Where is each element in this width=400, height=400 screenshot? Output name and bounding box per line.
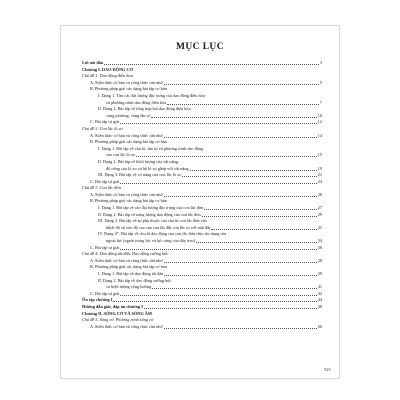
dot-leader bbox=[164, 137, 317, 138]
toc-entry bbox=[82, 192, 322, 199]
toc-entry-text: III. Dạng 3. Bài tập về cơ năng của con lắc lò xo bbox=[98, 172, 182, 178]
toc-entry-text: II. Dạng 2. Bài tập về khối lượng của vật nặng, bbox=[98, 158, 179, 164]
toc-entry bbox=[82, 106, 322, 113]
toc-entry-page: 44 bbox=[317, 297, 322, 303]
page-number: 521 bbox=[324, 367, 331, 372]
dot-leader bbox=[120, 249, 316, 250]
toc-entry-text: IV. Dạng 4*. Bài tập về chu kì dao động của con lắc đơn chịu tác dụng của bbox=[98, 231, 227, 237]
toc-entry-text: I. Dạng 1. Bài tập về dao động tắt dần bbox=[98, 271, 164, 276]
toc-entry-text: Ôn tập chương I bbox=[82, 297, 113, 303]
dot-leader bbox=[164, 196, 317, 197]
toc-entry-text: II. Dạng 2. Bài tập về tổng hợp hai dao động điều hòa bbox=[98, 106, 191, 112]
toc-entry bbox=[82, 133, 322, 140]
toc-entry bbox=[82, 297, 322, 304]
dot-leader bbox=[167, 104, 319, 105]
toc-entry bbox=[82, 304, 322, 311]
toc-entry-text: A. Kiến thức cơ bản và công thức cần nhớ bbox=[90, 257, 163, 263]
dot-leader bbox=[190, 170, 317, 171]
dot-leader bbox=[196, 242, 317, 243]
dot-leader bbox=[164, 262, 317, 263]
toc-entry bbox=[82, 67, 322, 74]
toc-entry-text: Chủ đề 4. Dao động tắt dần. Dao động cưỡng bức bbox=[82, 251, 169, 257]
toc-entry-text: C. Bài tập tự giải bbox=[90, 290, 120, 296]
toc-entry-page: 36 bbox=[317, 244, 322, 250]
toc-entry bbox=[82, 146, 322, 153]
dot-leader bbox=[136, 156, 317, 157]
toc-entry bbox=[82, 93, 322, 100]
toc-entry bbox=[82, 284, 322, 291]
toc-entry bbox=[82, 251, 322, 258]
dot-leader bbox=[113, 301, 316, 302]
toc-entry bbox=[82, 100, 322, 107]
toc-entry-text: B. Phương pháp giải các dạng bài tập cơ bản bbox=[90, 139, 167, 145]
toc-entry bbox=[82, 152, 322, 159]
dot-leader bbox=[151, 117, 316, 118]
toc-entry bbox=[82, 179, 322, 186]
toc-entry-page: 27 bbox=[317, 205, 322, 211]
toc-entry bbox=[82, 198, 322, 205]
toc-entry-text: A. Kiến thức cơ bản và công thức cần nhớ bbox=[90, 191, 163, 197]
toc-entry-text: I. Dạng 1. Bài tập về các đại lượng đặc trưng của con lắc đơn bbox=[98, 205, 204, 211]
toc-entry bbox=[82, 264, 322, 271]
toc-entry-page: 15 bbox=[317, 152, 322, 158]
toc-entry-text: Chủ đề 5. Sóng cơ. Phương trình sóng cơ bbox=[82, 317, 154, 323]
toc-entry-text: độ cứng của lò xo và hệ lò xo ghép với vật nặng bbox=[106, 165, 189, 171]
toc-entry-page: 66 bbox=[317, 323, 322, 329]
toc-entry bbox=[82, 291, 322, 298]
toc-entry bbox=[82, 225, 322, 232]
toc-entry bbox=[82, 159, 322, 166]
toc-entry-text: Chủ đề 3. Con lắc đơn bbox=[82, 185, 121, 191]
toc-title: MỤC LỤC bbox=[176, 42, 224, 52]
toc-entry-text: I. Dạng 1. Tìm các đại lượng đặc trưng của dao động điều hòa bbox=[98, 92, 205, 98]
toc-entry-page: 5 bbox=[319, 79, 322, 85]
toc-entry bbox=[82, 231, 322, 238]
dot-leader bbox=[120, 183, 316, 184]
toc-entry-page: 34 bbox=[317, 238, 322, 244]
toc-entry bbox=[82, 80, 322, 87]
toc-entry-text: B. Phương pháp giải các dạng bài tập cơ bản bbox=[90, 198, 167, 204]
toc-entry-text: Hướng dẫn giải, đáp án chương I bbox=[82, 303, 143, 309]
toc-entry-text: I. Dạng 1. Bài tập về chu kì, tần số và phương trình dao động bbox=[98, 145, 204, 151]
toc-entry bbox=[82, 185, 322, 192]
toc-entry-page: 19 bbox=[317, 165, 322, 171]
dot-leader bbox=[152, 288, 316, 289]
toc-entry bbox=[82, 126, 322, 133]
dot-leader bbox=[144, 308, 317, 309]
toc-entry-text: A. Kiến thức cơ bản và công thức cần nhớ bbox=[90, 132, 163, 138]
toc-entry-page: 29 bbox=[317, 211, 322, 217]
toc-entry bbox=[82, 278, 322, 285]
toc-entry-text: II. Dạng 2. Bài tập về năng lượng dao động của con lắc đơn bbox=[98, 211, 201, 217]
toc-entry-text: Chương I. DAO ĐỘNG CƠ bbox=[82, 66, 133, 72]
dot-leader bbox=[211, 229, 316, 230]
toc-entry-page: 39 bbox=[317, 271, 322, 276]
toc-entry bbox=[82, 218, 322, 225]
toc-entry-text: và phương trình dao động điều hòa bbox=[106, 99, 167, 105]
toc-entry bbox=[82, 245, 322, 252]
toc-entry-text: của con lắc lò xo bbox=[106, 152, 136, 158]
toc-entry-page: 7 bbox=[319, 99, 322, 105]
toc-entry-text: Lời nói đầu bbox=[82, 60, 104, 65]
toc-entry bbox=[82, 311, 322, 318]
book-page bbox=[60, 25, 340, 379]
dot-leader bbox=[120, 295, 316, 296]
toc-entry-text: C. Bài tập tự giải bbox=[90, 119, 120, 125]
dot-leader bbox=[182, 176, 316, 177]
toc-entry-page: 26 bbox=[317, 191, 322, 197]
toc-entry bbox=[82, 238, 322, 245]
toc-entry bbox=[82, 317, 322, 324]
toc-entry-text: A. Kiến thức cơ bản và công thức cần nhớ bbox=[90, 79, 163, 85]
toc-entry bbox=[82, 258, 322, 265]
toc-entry bbox=[82, 212, 322, 219]
toc-entry-text: cùng phương, cùng tần số bbox=[106, 112, 151, 118]
toc-entry-text: Chủ đề 1. Dao động điều hòa bbox=[82, 73, 133, 79]
toc-entry-text: B. Phương pháp giải các dạng bài tập cơ bản bbox=[90, 86, 167, 92]
toc-entry bbox=[82, 271, 322, 278]
table-of-contents bbox=[82, 60, 322, 330]
toc-entry bbox=[82, 119, 322, 126]
toc-entry-text: II. Dạng 2. Bài tập về dao động cưỡng bức bbox=[98, 277, 172, 283]
dot-leader bbox=[164, 328, 317, 329]
toc-entry-page: 24 bbox=[317, 178, 322, 184]
toc-entry-page: 48 bbox=[317, 303, 322, 309]
toc-entry bbox=[82, 166, 322, 173]
toc-entry bbox=[82, 86, 322, 93]
toc-entry-text: C. Bài tập tự giải bbox=[90, 244, 120, 250]
toc-entry-page: 14 bbox=[317, 132, 322, 138]
toc-entry-page: 42 bbox=[317, 290, 322, 296]
toc-entry-text: C. Bài tập tự giải bbox=[90, 178, 120, 184]
dot-leader bbox=[164, 84, 319, 85]
toc-entry-text: III. Dạng 3. Bài tập về sự phụ thuộc của chu kì con lắc đơn vào bbox=[98, 218, 207, 224]
toc-entry-text: và hiện tượng cộng hưởng bbox=[106, 284, 152, 290]
toc-entry bbox=[82, 60, 322, 67]
dot-leader bbox=[164, 275, 316, 276]
toc-entry-text: Chủ đề 2. Con lắc lò xo bbox=[82, 125, 123, 131]
toc-entry bbox=[82, 73, 322, 80]
toc-entry bbox=[82, 139, 322, 146]
toc-entry bbox=[82, 113, 322, 120]
toc-entry-page: 3 bbox=[319, 60, 322, 65]
toc-entry-page: 10 bbox=[317, 112, 322, 118]
toc-entry-text: B. Phương pháp giải các dạng bài tập cơ bản bbox=[90, 264, 167, 270]
toc-entry-page: 38 bbox=[317, 257, 322, 263]
toc-entry-page: 12 bbox=[317, 119, 322, 125]
dot-leader bbox=[120, 123, 316, 124]
toc-entry-text: ngoại lực (ngoài trọng lực và lực căng của dây treo) bbox=[106, 238, 196, 244]
toc-entry bbox=[82, 324, 322, 331]
toc-entry-page: 41 bbox=[317, 284, 322, 290]
toc-entry-text: Chương II. SÓNG CƠ VÀ SÓNG ÂM bbox=[82, 310, 152, 316]
dot-leader bbox=[202, 216, 317, 217]
toc-entry-text: nhiệt độ và vào độ cao của con lắc đặt con lắc so với mặt đất bbox=[106, 224, 211, 230]
toc-entry bbox=[82, 172, 322, 179]
dot-leader bbox=[204, 209, 316, 210]
toc-entry-text: A. Kiến thức cơ bản và công thức cần nhớ bbox=[90, 323, 163, 329]
toc-entry-page: 31 bbox=[317, 224, 322, 230]
dot-leader bbox=[104, 64, 319, 65]
toc-entry-page: 21 bbox=[317, 172, 322, 178]
toc-entry bbox=[82, 205, 322, 212]
